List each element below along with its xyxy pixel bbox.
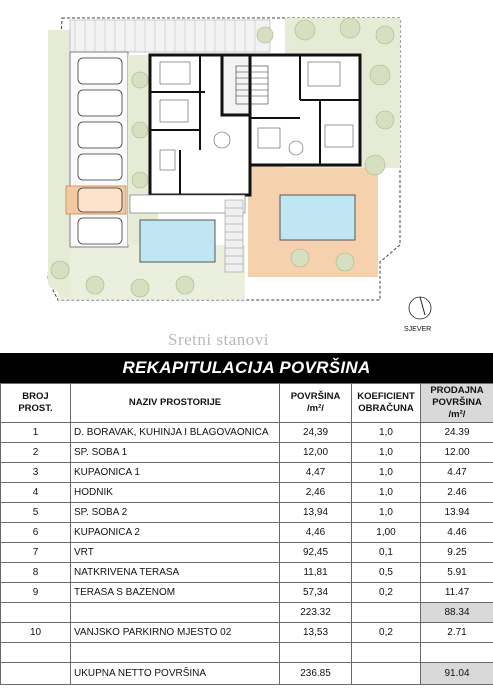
table-title: REKAPITULACIJA POVRŠINA [0, 353, 493, 383]
table-row [1, 563, 493, 583]
cell-povrsina: 13,94 [280, 503, 352, 523]
area-summary-table [0, 383, 493, 685]
building-right [250, 55, 360, 165]
cell-koef: 1,0 [352, 483, 421, 503]
cell-naziv: TERASA S BAZENOM [71, 583, 280, 603]
cell-naziv: SP. SOBA 1 [71, 443, 280, 463]
cell-broj: 9 [1, 583, 71, 603]
cell-naziv: NATKRIVENA TERASA [71, 563, 280, 583]
empty-cell [280, 643, 352, 663]
cell-broj: 10 [1, 623, 71, 643]
empty-cell [1, 603, 71, 623]
cell-prodajna: 11.47 [421, 583, 493, 603]
cell-broj: 1 [1, 423, 71, 443]
table-row [1, 523, 493, 543]
north-label: SJEVER [404, 326, 432, 333]
cell-prodajna: 12.00 [421, 443, 493, 463]
empty-cell [352, 643, 421, 663]
cell-koef: 0,2 [352, 583, 421, 603]
table-row [1, 583, 493, 603]
table-row [1, 543, 493, 563]
header-prodajna: PRODAJNA POVRŠINA /m²/ [421, 384, 493, 423]
cell-koef: 1,00 [352, 523, 421, 543]
empty-cell [1, 643, 71, 663]
cell-prodajna: 13.94 [421, 503, 493, 523]
cell-naziv: VRT [71, 543, 280, 563]
cell-broj: 3 [1, 463, 71, 483]
cell-povrsina: 4,46 [280, 523, 352, 543]
subtotal-prodajna: 88.34 [421, 603, 493, 623]
cell-povrsina: 4,47 [280, 463, 352, 483]
total-row [1, 663, 493, 685]
cell-povrsina: 11,81 [280, 563, 352, 583]
empty-cell [352, 603, 421, 623]
header-koef: KOEFICIENT OBRAČUNA [352, 384, 421, 423]
empty-cell [71, 603, 280, 623]
cell-naziv: D. BORAVAK, KUHINJA I BLAGOVAONICA [71, 423, 280, 443]
blank-row [1, 643, 493, 663]
cell-prodajna: 5.91 [421, 563, 493, 583]
cell-broj: 2 [1, 443, 71, 463]
header-povrsina: POVRŠINA /m²/ [280, 384, 352, 423]
cell-prodajna: 9.25 [421, 543, 493, 563]
subtotal-povrsina: 223.32 [280, 603, 352, 623]
cell-naziv: VANJSKO PARKIRNO MJESTO 02 [71, 623, 280, 643]
pool-left [140, 220, 215, 262]
cell-broj: 5 [1, 503, 71, 523]
header-broj: BROJ PROST. [1, 384, 71, 423]
cell-koef: 1,0 [352, 443, 421, 463]
cell-prodajna: 2.71 [421, 623, 493, 643]
cell-broj: 7 [1, 543, 71, 563]
cell-naziv: KUPAONICA 1 [71, 463, 280, 483]
header-naziv: NAZIV PROSTORIJE [71, 384, 280, 423]
cell-koef: 1,0 [352, 503, 421, 523]
parking-row [1, 623, 493, 643]
pool-right [280, 195, 355, 240]
empty-cell [352, 663, 421, 685]
table-row [1, 503, 493, 523]
total-povrsina: 236.85 [280, 663, 352, 685]
empty-cell [421, 643, 493, 663]
table-row [1, 483, 493, 503]
cell-koef: 0,1 [352, 543, 421, 563]
cell-povrsina: 13,53 [280, 623, 352, 643]
table-header-row [1, 384, 493, 423]
cell-naziv: SP. SOBA 2 [71, 503, 280, 523]
cell-naziv: HODNIK [71, 483, 280, 503]
table-row [1, 423, 493, 443]
table-row [1, 443, 493, 463]
cell-povrsina: 92,45 [280, 543, 352, 563]
north-arrow-icon [409, 297, 431, 319]
cell-broj: 6 [1, 523, 71, 543]
subtotal-row [1, 603, 493, 623]
cell-koef: 0,2 [352, 623, 421, 643]
cell-prodajna: 4.47 [421, 463, 493, 483]
cell-povrsina: 2,46 [280, 483, 352, 503]
total-prodajna: 91.04 [421, 663, 493, 685]
cell-broj: 8 [1, 563, 71, 583]
cell-koef: 0,5 [352, 563, 421, 583]
cell-broj: 4 [1, 483, 71, 503]
paving-top [70, 20, 270, 52]
watermark: Sretni stanovi [168, 330, 269, 349]
empty-cell [1, 663, 71, 685]
cell-povrsina: 57,34 [280, 583, 352, 603]
empty-cell [71, 643, 280, 663]
cell-prodajna: 4.46 [421, 523, 493, 543]
cell-prodajna: 2.46 [421, 483, 493, 503]
cell-povrsina: 12,00 [280, 443, 352, 463]
cell-prodajna: 24.39 [421, 423, 493, 443]
cell-povrsina: 24,39 [280, 423, 352, 443]
total-label: UKUPNA NETTO POVRŠINA [71, 663, 280, 685]
cell-koef: 1,0 [352, 423, 421, 443]
cell-naziv: KUPAONICA 2 [71, 523, 280, 543]
cell-koef: 1,0 [352, 463, 421, 483]
table-row [1, 463, 493, 483]
